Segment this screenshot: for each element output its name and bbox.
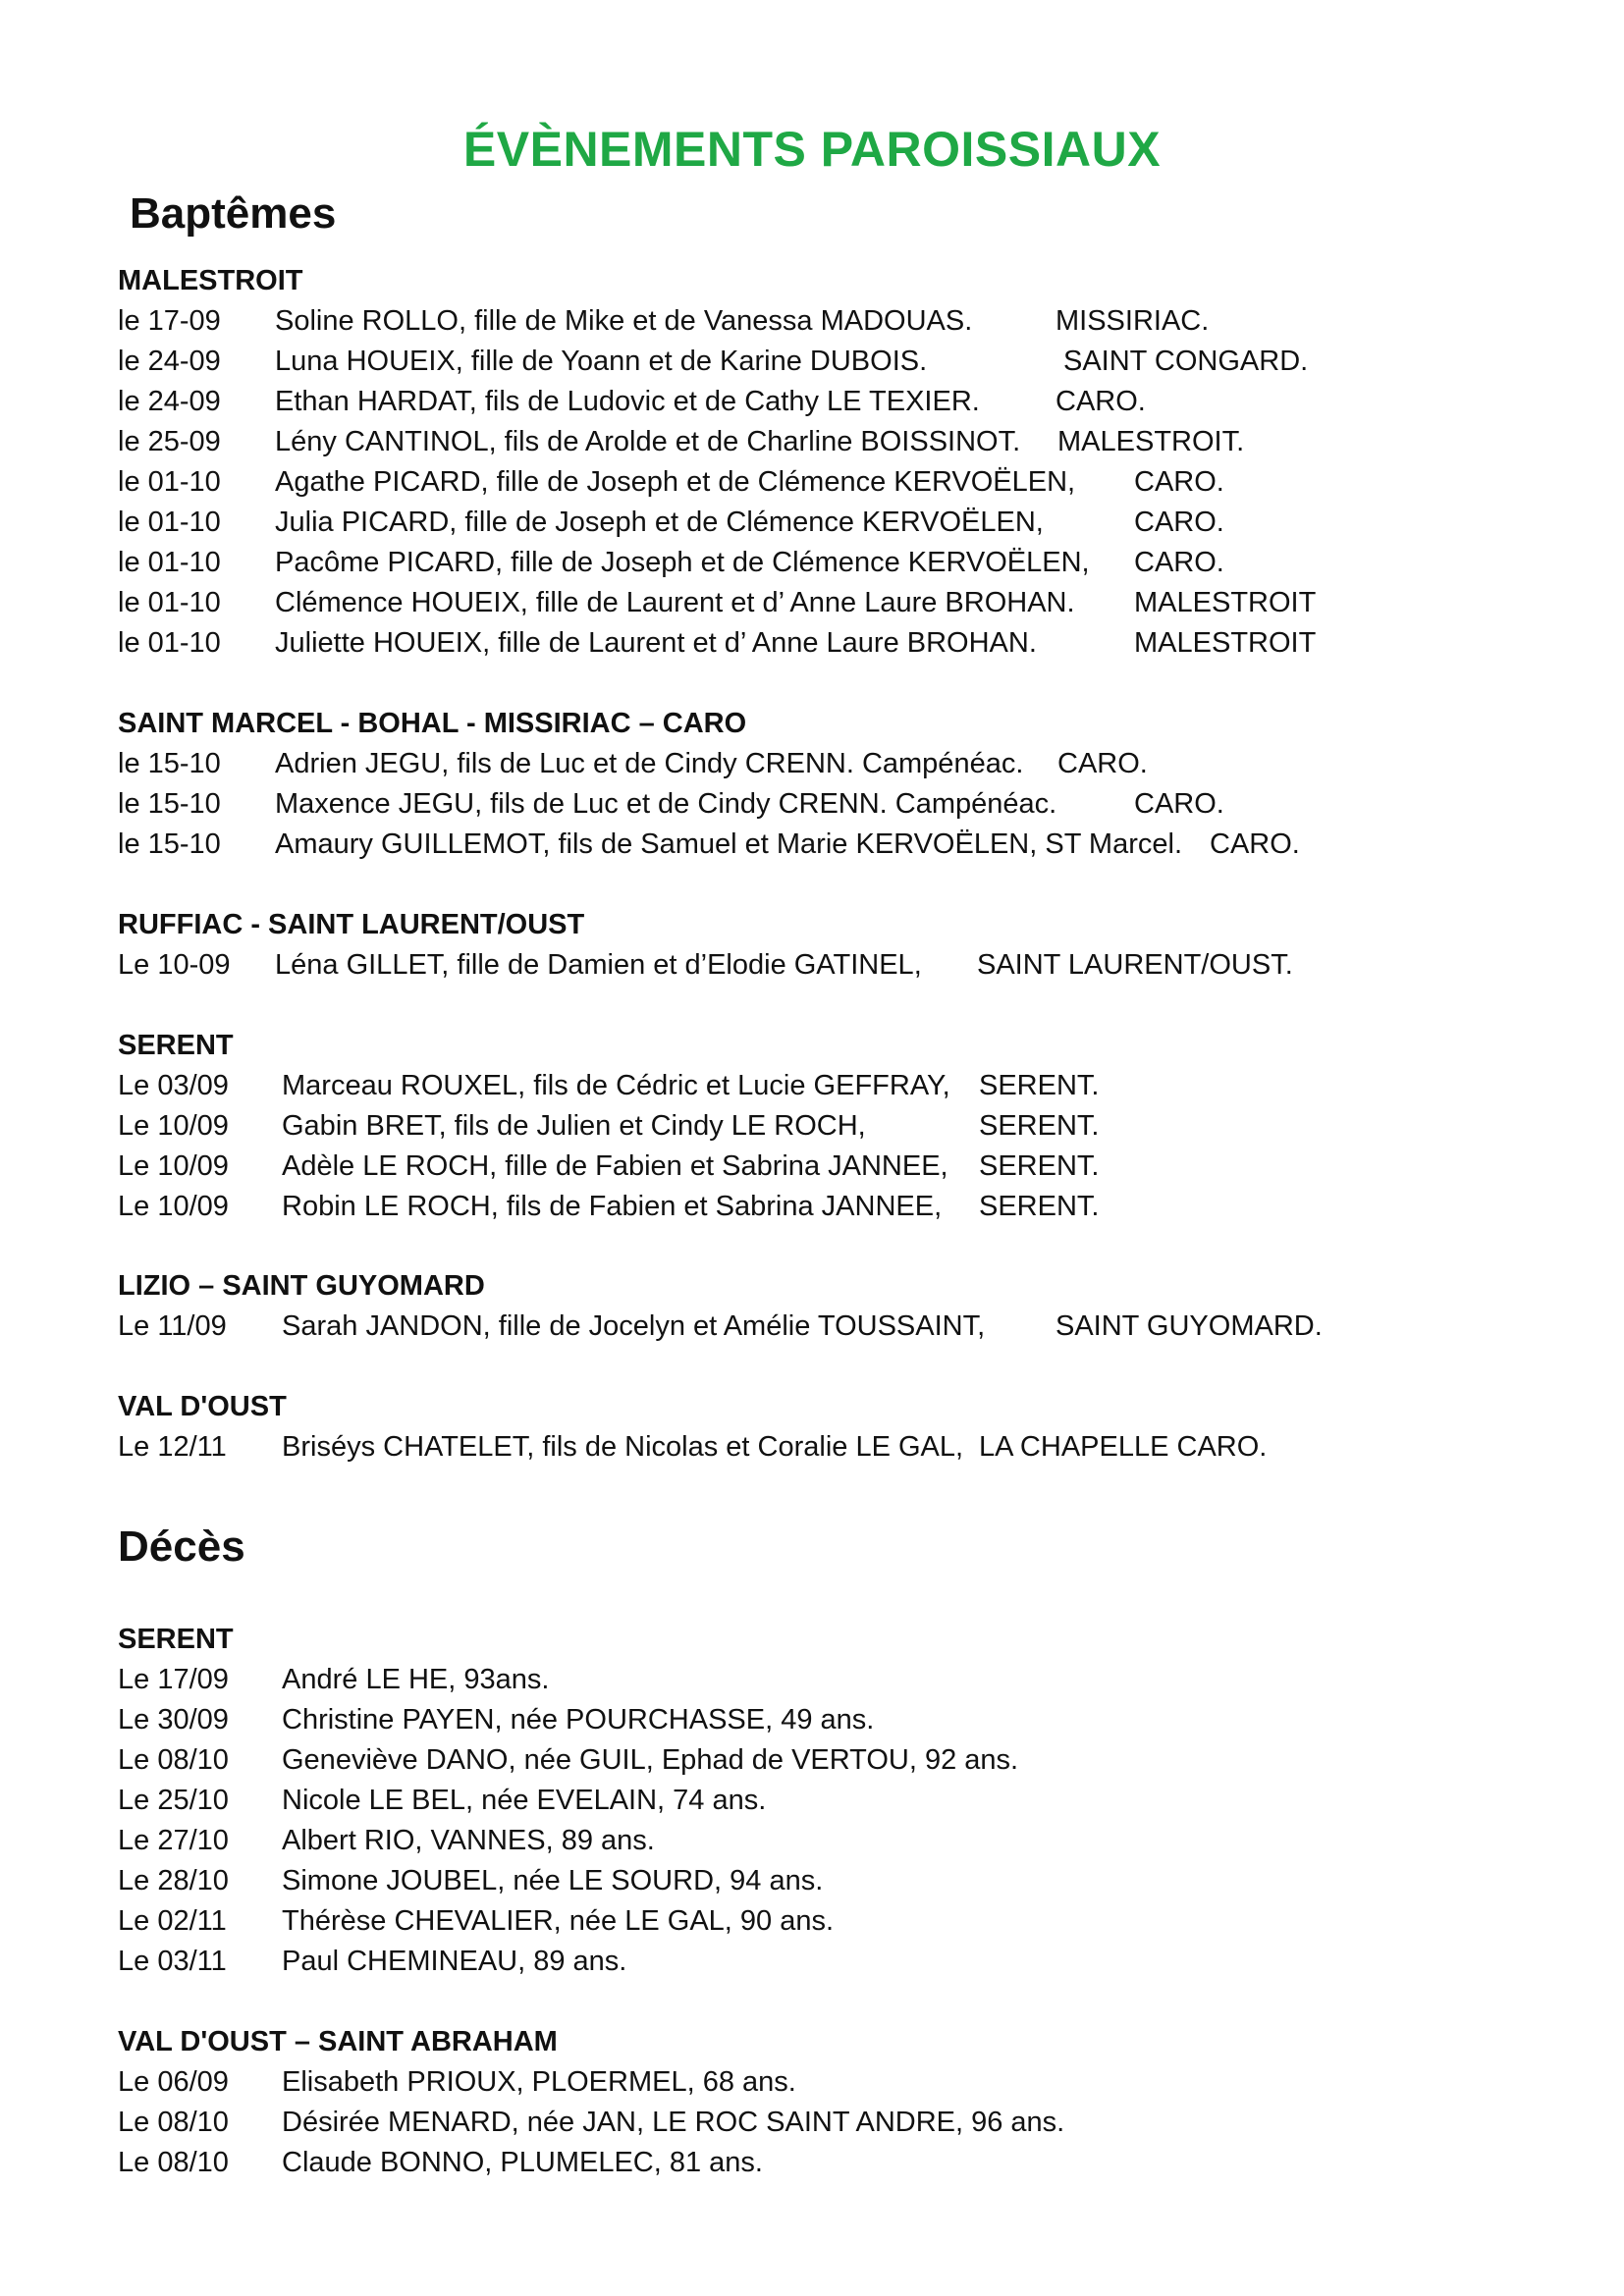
entry-text: Ethan HARDAT, fils de Ludovic et de Cathy LE TEXIER. — [275, 386, 980, 417]
entry-row — [118, 1066, 1551, 1106]
entry-row — [118, 1106, 1551, 1147]
entry-text: Claude BONNO, PLUMELEC, 81 ans. — [282, 2147, 763, 2178]
entry-text: Paul CHEMINEAU, 89 ans. — [282, 1946, 627, 1977]
page-title: ÉVÈNEMENTS PAROISSIAUX — [462, 122, 1162, 177]
entry-text: Briséys CHATELET, fils de Nicolas et Coralie LE GAL, — [282, 1431, 964, 1463]
entry-place: SAINT LAURENT/OUST. — [977, 949, 1293, 981]
baptemes-group — [118, 261, 1551, 664]
entry-row — [118, 1187, 1551, 1227]
entry-date: Le 11/09 — [118, 1310, 227, 1342]
entry-row — [118, 382, 1551, 422]
parish-name: MALESTROIT — [118, 265, 303, 296]
entry-text: Juliette HOUEIX, fille de Laurent et d’ Anne Laure BROHAN. — [275, 627, 1037, 659]
entry-text: Maxence JEGU, fils de Luc et de Cindy CRENN. Campénéac. — [275, 788, 1057, 820]
entry-date: Le 25/10 — [118, 1785, 229, 1816]
entry-place: CARO. — [1210, 828, 1300, 860]
entry-date: Le 10/09 — [118, 1150, 229, 1182]
deces-group — [118, 1620, 1551, 1982]
entry-text: Luna HOUEIX, fille de Yoann et de Karine DUBOIS. — [275, 346, 928, 377]
entry-text: Adrien JEGU, fils de Luc et de Cindy CRENN. Campénéac. — [275, 748, 1024, 779]
baptemes-heading: Baptêmes — [130, 189, 337, 238]
entry-text: André LE HE, 93ans. — [282, 1664, 550, 1695]
entry-place: CARO. — [1134, 788, 1224, 820]
entry-row — [118, 1660, 1551, 1700]
entry-text: Sarah JANDON, fille de Jocelyn et Amélie TOUSSAINT, — [282, 1310, 986, 1342]
entry-place: SAINT CONGARD. — [1063, 346, 1309, 377]
entry-row — [118, 1781, 1551, 1821]
entry-row — [118, 2103, 1551, 2143]
entry-place: MALESTROIT — [1134, 587, 1317, 618]
entry-row — [118, 422, 1551, 462]
parish-name: SERENT — [118, 1030, 234, 1061]
entry-text: Amaury GUILLEMOT, fils de Samuel et Marie KERVOËLEN, ST Marcel. — [275, 828, 1183, 860]
entry-row — [118, 1942, 1551, 1982]
entry-place: CARO. — [1057, 748, 1148, 779]
entry-row — [118, 1740, 1551, 1781]
parish-name: SAINT MARCEL - BOHAL - MISSIRIAC – CARO — [118, 708, 747, 739]
entry-place: CARO. — [1134, 507, 1224, 538]
entry-date: Le 12/11 — [118, 1431, 227, 1463]
entry-place: LA CHAPELLE CARO. — [979, 1431, 1268, 1463]
entry-date: le 24-09 — [118, 386, 221, 417]
entry-date: le 15-10 — [118, 748, 221, 779]
entry-row — [118, 2143, 1551, 2183]
entry-text: Simone JOUBEL, née LE SOURD, 94 ans. — [282, 1865, 824, 1896]
entry-row — [118, 301, 1551, 342]
deces-group — [118, 2022, 1551, 2183]
entry-text: Gabin BRET, fils de Julien et Cindy LE ROCH, — [282, 1110, 866, 1142]
entry-row — [118, 543, 1551, 583]
entry-row — [118, 342, 1551, 382]
entry-text: Elisabeth PRIOUX, PLOERMEL, 68 ans. — [282, 2066, 796, 2098]
entry-date: Le 30/09 — [118, 1704, 229, 1735]
entry-row — [118, 1821, 1551, 1861]
entry-text: Robin LE ROCH, fils de Fabien et Sabrina JANNEE, — [282, 1191, 943, 1222]
entry-place: SERENT. — [979, 1150, 1100, 1182]
entry-date: Le 17/09 — [118, 1664, 229, 1695]
entry-text: Clémence HOUEIX, fille de Laurent et d’ Anne Laure BROHAN. — [275, 587, 1075, 618]
entry-date: le 01-10 — [118, 547, 221, 578]
entry-date: Le 10-09 — [118, 949, 231, 981]
entry-place: SAINT GUYOMARD. — [1056, 1310, 1323, 1342]
entry-date: le 01-10 — [118, 587, 221, 618]
entry-text: Soline ROLLO, fille de Mike et de Vanessa MADOUAS. — [275, 305, 973, 337]
entry-text: Adèle LE ROCH, fille de Fabien et Sabrina JANNEE, — [282, 1150, 948, 1182]
entry-date: le 25-09 — [118, 426, 221, 457]
entry-date: Le 08/10 — [118, 1744, 229, 1776]
baptemes-group — [118, 1026, 1551, 1227]
entry-place: SERENT. — [979, 1070, 1100, 1101]
deces-heading: Décès — [118, 1522, 245, 1571]
baptemes-group — [118, 905, 1551, 986]
entry-row — [118, 462, 1551, 503]
entry-row — [118, 1427, 1551, 1468]
parish-name: LIZIO – SAINT GUYOMARD — [118, 1270, 485, 1302]
parish-name: VAL D'OUST – SAINT ABRAHAM — [118, 2026, 558, 2057]
entry-date: Le 02/11 — [118, 1905, 227, 1937]
entry-date: Le 03/09 — [118, 1070, 229, 1101]
entry-row — [118, 825, 1551, 865]
entry-row — [118, 784, 1551, 825]
entry-place: SERENT. — [979, 1191, 1100, 1222]
entry-text: Marceau ROUXEL, fils de Cédric et Lucie GEFFRAY, — [282, 1070, 950, 1101]
baptemes-group — [118, 704, 1551, 865]
entry-row — [118, 744, 1551, 784]
parish-name: RUFFIAC - SAINT LAURENT/OUST — [118, 909, 585, 940]
entry-text: Nicole LE BEL, née EVELAIN, 74 ans. — [282, 1785, 767, 1816]
entry-row — [118, 623, 1551, 664]
entry-date: Le 27/10 — [118, 1825, 229, 1856]
entry-place: SERENT. — [979, 1110, 1100, 1142]
entry-place: CARO. — [1134, 466, 1224, 498]
entry-date: le 17-09 — [118, 305, 221, 337]
entry-date: Le 28/10 — [118, 1865, 229, 1896]
entry-row — [118, 1147, 1551, 1187]
entry-row — [118, 1901, 1551, 1942]
entry-place: MISSIRIAC. — [1056, 305, 1210, 337]
entry-date: Le 10/09 — [118, 1191, 229, 1222]
entry-date: le 15-10 — [118, 828, 221, 860]
entry-row — [118, 1307, 1551, 1347]
entry-text: Désirée MENARD, née JAN, LE ROC SAINT ANDRE, 96 ans. — [282, 2107, 1065, 2138]
entry-place: CARO. — [1056, 386, 1146, 417]
entry-text: Pacôme PICARD, fille de Joseph et de Clémence KERVOËLEN, — [275, 547, 1090, 578]
entry-place: MALESTROIT — [1134, 627, 1317, 659]
entry-text: Léna GILLET, fille de Damien et d’Elodie GATINEL, — [275, 949, 922, 981]
entry-text: Christine PAYEN, née POURCHASSE, 49 ans. — [282, 1704, 875, 1735]
entry-text: Albert RIO, VANNES, 89 ans. — [282, 1825, 655, 1856]
parish-name: SERENT — [118, 1624, 234, 1655]
entry-row — [118, 945, 1551, 986]
entry-row — [118, 1700, 1551, 1740]
entry-date: le 01-10 — [118, 627, 221, 659]
entry-date: Le 08/10 — [118, 2147, 229, 2178]
entry-date: Le 03/11 — [118, 1946, 227, 1977]
baptemes-group — [118, 1387, 1551, 1468]
entry-row — [118, 583, 1551, 623]
entry-row — [118, 1861, 1551, 1901]
entry-date: le 24-09 — [118, 346, 221, 377]
entry-text: Lény CANTINOL, fils de Arolde et de Charline BOISSINOT. — [275, 426, 1021, 457]
entry-date: Le 10/09 — [118, 1110, 229, 1142]
entry-date: Le 06/09 — [118, 2066, 229, 2098]
entry-text: Geneviève DANO, née GUIL, Ephad de VERTOU, 92 ans. — [282, 1744, 1019, 1776]
entry-text: Agathe PICARD, fille de Joseph et de Clémence KERVOËLEN, — [275, 466, 1076, 498]
entry-date: le 01-10 — [118, 507, 221, 538]
entry-row — [118, 503, 1551, 543]
parish-name: VAL D'OUST — [118, 1391, 287, 1422]
entry-text: Thérèse CHEVALIER, née LE GAL, 90 ans. — [282, 1905, 835, 1937]
entry-date: Le 08/10 — [118, 2107, 229, 2138]
entry-date: le 01-10 — [118, 466, 221, 498]
entry-place: MALESTROIT. — [1057, 426, 1245, 457]
baptemes-group — [118, 1266, 1551, 1347]
entry-place: CARO. — [1134, 547, 1224, 578]
entry-date: le 15-10 — [118, 788, 221, 820]
entry-row — [118, 2062, 1551, 2103]
entry-text: Julia PICARD, fille de Joseph et de Clémence KERVOËLEN, — [275, 507, 1044, 538]
